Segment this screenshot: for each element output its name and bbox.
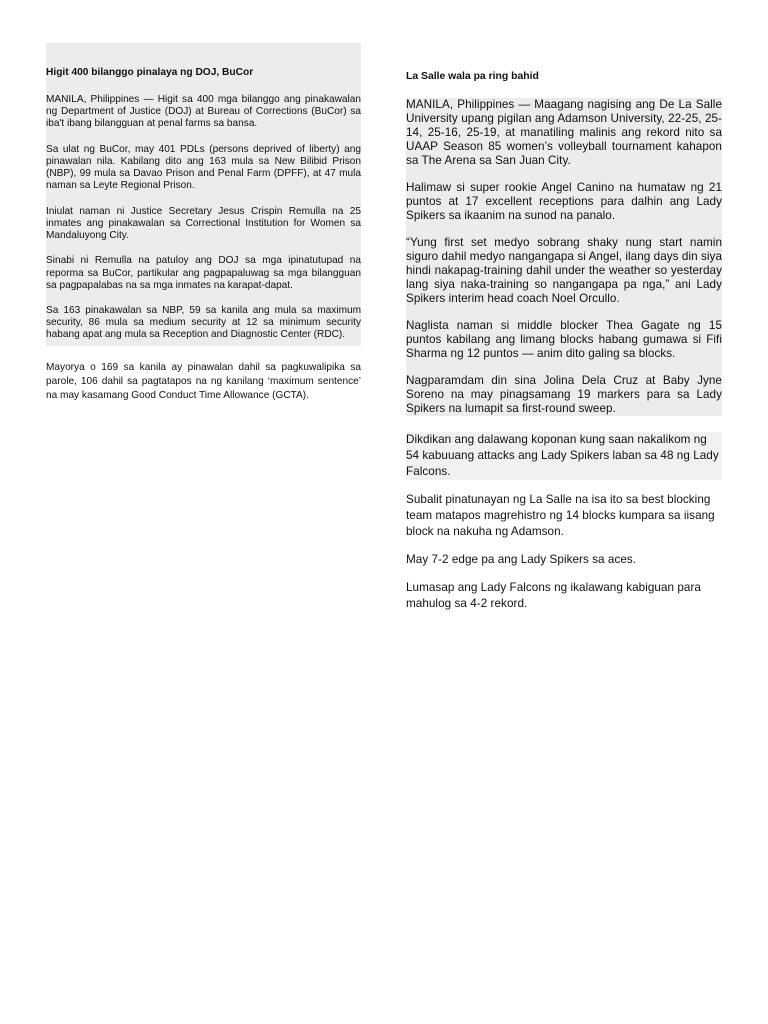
left-article-paragraph: Iniulat naman ni Justice Secretary Jesus Crispin Remulla na 25 inmates ang pinakawalan sa Correctional Institution for Women sa Mandaluyong City. xyxy=(46,205,361,241)
right-article-paragraph: Naglista naman si middle blocker Thea Gagate ng 15 puntos kabilang ang limang blocks habang gumawa si Fifi Sharma ng 12 puntos — anim dito galing sa blocks. xyxy=(406,318,722,360)
right-article xyxy=(406,43,722,624)
right-article-paragraph: Subalit pinatunayan ng La Salle na isa ito sa best blocking team matapos magrehistro ng 14 blocks kumpara sa iisang block na nakuha ng Adamson. xyxy=(406,492,715,538)
right-article-paragraph: Halimaw si super rookie Angel Canino na humataw ng 21 puntos at 17 excellent receptions para dalhin ang Lady Spikers sa ikaanim na sunod na panalo. xyxy=(406,180,722,223)
right-article-unshaded-block xyxy=(406,432,722,612)
left-article-shaded-block xyxy=(46,43,361,346)
left-article xyxy=(46,43,361,416)
right-article-paragraph: Dikdikan ang dalawang koponan kung saan nakalikom ng 54 kabuuang attacks ang Lady Spikers laban sa 48 ng Lady Falcons. xyxy=(406,432,722,480)
right-article-paragraph: May 7-2 edge pa ang Lady Spikers sa aces. xyxy=(406,552,637,566)
left-article-paragraph: Sinabi ni Remulla na patuloy ang DOJ sa mga ipinatutupad na reporma sa BuCor, partikular ang pagpapaluwag sa mga bilangguan sa pagpapalabas na sa mga inmates na karapat-dapat. xyxy=(46,255,361,291)
right-article-paragraph: “Yung first set medyo sobrang shaky nung start namin siguro dahil medyo nangangapa si Angel, ilang days din siya hindi nakapag-training dahil under the weather so yesterday lang siya naka-training so nangangapa pa nga,” ani Lady Spikers interim head coach Noel Orcullo. xyxy=(406,235,722,306)
left-article-unshaded-block xyxy=(46,361,361,403)
left-article-paragraph: MANILA, Philippines — Higit sa 400 mga bilanggo ang pinakawalan ng Department of Justice (DOJ) at Bureau of Corrections (BuCor) sa iba't ibang bilangguan at penal farms sa bansa. xyxy=(46,94,361,130)
left-article-paragraph: Mayorya o 169 sa kanila ay pinawalan dahil sa pagkuwalipika sa parole, 106 dahil sa pagtatapos na ng kanilang ‘maximum sentence’ na may kasamang Good Conduct Time Allowance (GCTA). xyxy=(46,361,361,401)
right-article-paragraph: Lumasap ang Lady Falcons ng ikalawang kabiguan para mahulog sa 4-2 rekord. xyxy=(406,580,701,610)
left-article-paragraph: Sa 163 pinakawalan sa NBP, 59 sa kanila ang mula sa maximum security, 86 mula sa medium security at 12 sa minimum security habang apat ang mula sa Reception and Diagnostic Center (RDC). xyxy=(46,305,361,341)
left-article-paragraph: Sa ulat ng BuCor, may 401 PDLs (persons deprived of liberty) ang pinawalan nila. Kabilang dito ang 163 mula sa New Bilibid Prison (NBP), 99 mula sa Davao Prison and Penal Farm (DPFF), at 47 mula naman sa Leyte Regional Prison. xyxy=(46,143,361,192)
right-article-title: La Salle wala pa ring bahid xyxy=(406,71,539,82)
right-article-paragraph: MANILA, Philippines — Maagang nagising ang De La Salle University upang pigilan ang Adamson University, 22-25, 25-14, 25-16, 25-19, at manatiling malinis ang rekord nito sa UAAP Season 85 women’s volleyball tournament kahapon sa The Arena sa San Juan City. xyxy=(406,98,722,168)
right-article-paragraph: Nagparamdam din sina Jolina Dela Cruz at Baby Jyne Soreno na may pinagsamang 19 markers para sa Lady Spikers na lumapit sa first-round sweep. xyxy=(406,373,722,415)
right-article-shaded-block xyxy=(406,98,722,416)
left-article-title: Higit 400 bilanggo pinalaya ng DOJ, BuCor xyxy=(46,67,254,78)
